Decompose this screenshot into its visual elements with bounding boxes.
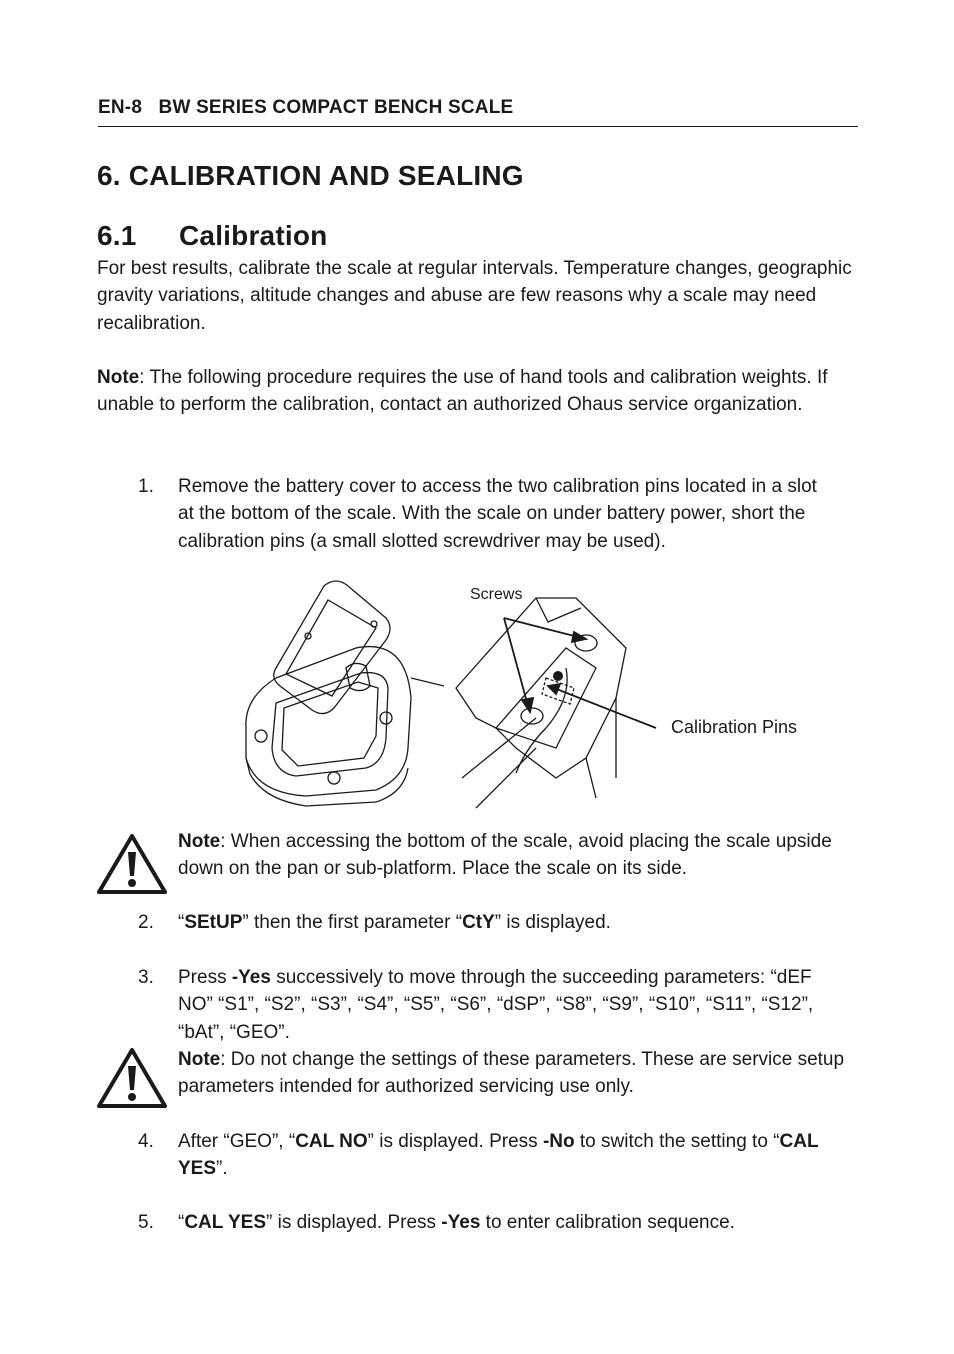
note-text: : When accessing the bottom of the scale, avoid placing the scale upside down on the pan or sub-platform. Place the scale on its side. — [178, 831, 832, 880]
figure-label-screws: Screws — [470, 586, 523, 603]
note-label: Note — [178, 1049, 221, 1070]
intro-paragraph: For best results, calibrate the scale at regular intervals. Temperature changes, geographic gravity variations, altitude changes and abuse are few reasons why a scale may need recalibration. — [97, 258, 852, 334]
running-header — [98, 97, 513, 119]
slot-closeup — [456, 598, 626, 778]
header-rule — [98, 126, 858, 127]
note-label: Note — [178, 831, 221, 852]
scale-illustration — [236, 578, 816, 828]
note-text: : The following procedure requires the use of hand tools and calibration weights. If unable to perform the calibration, contact an authorized Ohaus service organization. — [97, 367, 828, 416]
section-heading — [97, 160, 524, 192]
subsection-number: 6.1 — [97, 220, 137, 251]
section-number: 6. — [97, 160, 121, 191]
note-label: Note — [97, 367, 140, 388]
step-1 — [138, 473, 838, 555]
key-yes: -Yes — [231, 967, 271, 988]
step-text: Remove the battery cover to access the two calibration pins located in a slot at the bottom of the scale. With the scale on under battery power, short the calibration pins (a small slotted screwdriver may be used). — [178, 476, 817, 552]
note-paragraph — [97, 364, 857, 419]
step-5 — [138, 1209, 838, 1236]
key-no: -No — [542, 1131, 575, 1152]
note-text: : Do not change the settings of these parameters. These are service setup parameters intended for authorized servicing use only. — [178, 1049, 845, 1098]
step-text: “CAL YES” is displayed. Press -Yes to enter calibration sequence. — [178, 1212, 735, 1233]
display-cal-yes: CAL YES — [184, 1212, 266, 1233]
step-3 — [138, 964, 838, 1046]
warning-note — [178, 828, 848, 883]
step-4 — [138, 1128, 838, 1183]
running-title: BW SERIES COMPACT BENCH SCALE — [158, 97, 514, 118]
step-text: Press -Yes successively to move through the succeeding parameters: “dEF NO” “S1”, “S2”, “S3”, “S4”, “S5”, “S6”, “dSP”, “S8”, “S9”, “S10”, “S11”, “S12”, “bAt”, “GEO”. — [178, 967, 814, 1043]
display-cal-no: CAL NO — [295, 1131, 368, 1152]
step-2 — [138, 909, 838, 936]
step-number: 3. — [138, 967, 154, 988]
warning-icon — [96, 832, 168, 901]
step-text: “SEtUP” then the first parameter “CtY” is displayed. — [178, 912, 611, 933]
figure-label-pins: Calibration Pins — [671, 717, 798, 737]
calibration-pin — [553, 671, 563, 681]
display-cal-yes: CAL YES — [178, 1131, 819, 1180]
calibration-figure — [236, 578, 816, 828]
screw-arrow — [504, 618, 582, 638]
battery-compartment — [272, 673, 388, 776]
warning-note — [178, 1046, 848, 1101]
screw-arrow — [504, 618, 528, 706]
pointer-line — [411, 678, 444, 686]
step-number: 4. — [138, 1131, 154, 1152]
display-setup: SEtUP — [184, 912, 243, 933]
step-number: 2. — [138, 912, 154, 933]
step-number: 5. — [138, 1212, 154, 1233]
warning-icon — [96, 1046, 168, 1115]
key-yes: -Yes — [441, 1212, 481, 1233]
step-text: After “GEO”, “CAL NO” is displayed. Press -No to switch the setting to “CAL YES”. — [178, 1131, 819, 1180]
step-number: 1. — [138, 476, 154, 497]
subsection-heading — [97, 220, 327, 252]
subsection-title: Calibration — [179, 220, 328, 251]
section-title: CALIBRATION AND SEALING — [128, 160, 524, 191]
page-id: EN-8 — [98, 97, 143, 118]
display-cty: CtY — [462, 912, 495, 933]
